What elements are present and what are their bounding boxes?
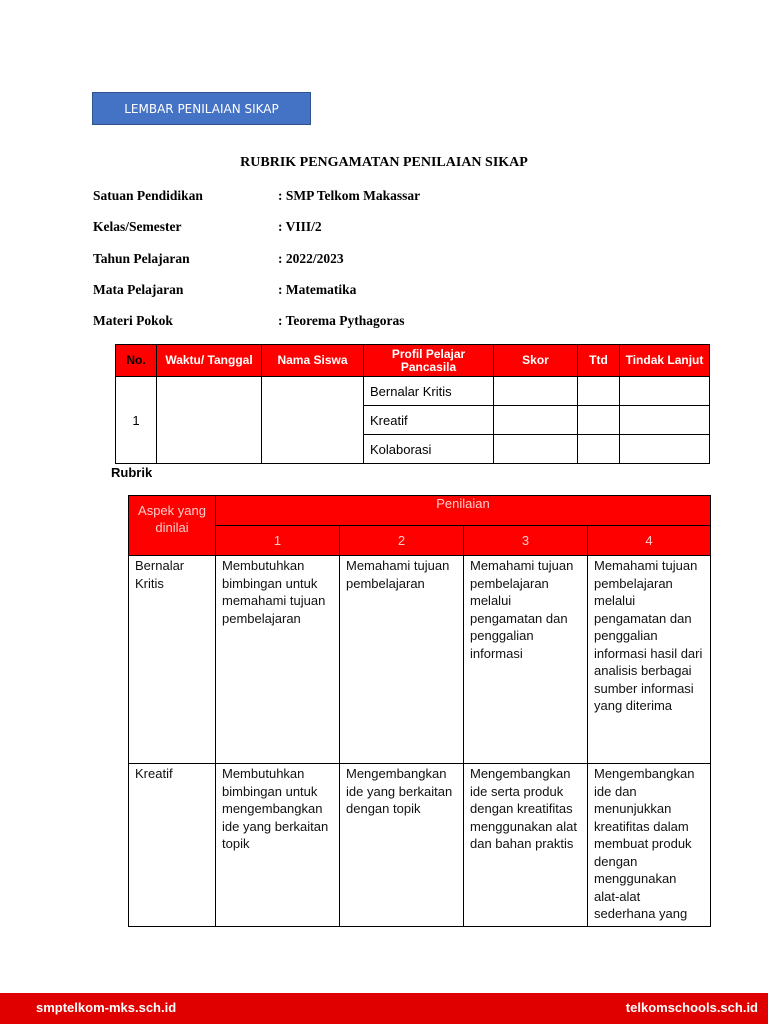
info-label: Tahun Pelajaran <box>93 251 190 266</box>
rubric-cell: Memahami tujuan pembelajaran melalui pengamatan dan penggalian informasi hasil dari analisis berbagai sumber informasi yang diterima <box>588 556 711 764</box>
aspect-cell: Kreatif <box>129 764 216 927</box>
skor-cell <box>494 377 578 406</box>
header-ttd: Ttd <box>578 345 620 377</box>
header-skor: Skor <box>494 345 578 377</box>
rubric-cell: Mengembangkan ide serta produk dengan kreatifitas menggunakan alat dan bahan praktis <box>464 764 588 927</box>
rubric-cell: Mengembangkan ide dan menunjukkan kreatifitas dalam membuat produk dengan menggunakan alat-alat sederhana yang <box>588 764 711 927</box>
rubric-table <box>128 495 711 927</box>
tindak-cell <box>620 435 710 464</box>
score-3: 3 <box>464 526 588 556</box>
info-label: Materi Pokok <box>93 313 173 328</box>
tindak-cell <box>620 377 710 406</box>
nama-cell <box>262 377 364 464</box>
table-row <box>129 764 711 927</box>
profile-cell: Kolaborasi <box>364 435 494 464</box>
info-value: : Matematika <box>278 282 357 297</box>
ttd-cell <box>578 435 620 464</box>
info-value: : Teorema Pythagoras <box>278 313 405 328</box>
aspect-cell: Bernalar Kritis <box>129 556 216 764</box>
section-banner: LEMBAR PENILAIAN SIKAP <box>92 92 311 125</box>
page-title: RUBRIK PENGAMATAN PENILAIAN SIKAP <box>240 155 528 170</box>
info-label: Mata Pelajaran <box>93 282 184 297</box>
rubrik-label: Rubrik <box>111 465 153 480</box>
ttd-cell <box>578 377 620 406</box>
rubric-cell: Memahami tujuan pembelajaran <box>340 556 464 764</box>
score-2: 2 <box>340 526 464 556</box>
info-value: : SMP Telkom Makassar <box>278 188 421 203</box>
waktu-cell <box>157 377 262 464</box>
score-4: 4 <box>588 526 711 556</box>
tindak-cell <box>620 406 710 435</box>
header-nama: Nama Siswa <box>262 345 364 377</box>
row-number: 1 <box>116 377 157 464</box>
rubric-score-row <box>129 526 711 556</box>
rubric-cell: Membutuhkan bimbingan untuk mengembangkan ide yang berkaitan topik <box>216 764 340 927</box>
info-value: : 2022/2023 <box>278 251 344 266</box>
info-label: Satuan Pendidikan <box>93 188 203 203</box>
table-row <box>129 556 711 764</box>
table-header-row <box>116 345 710 377</box>
skor-cell <box>494 435 578 464</box>
table-row <box>116 377 710 406</box>
footer-bar <box>0 993 768 1024</box>
header-no: No. <box>116 345 157 377</box>
ttd-cell <box>578 406 620 435</box>
skor-cell <box>494 406 578 435</box>
footer-link-right[interactable]: telkomschools.sch.id <box>625 1000 758 1015</box>
profile-cell: Bernalar Kritis <box>364 377 494 406</box>
info-value: : VIII/2 <box>278 219 322 234</box>
header-profil: Profil Pelajar Pancasila <box>364 345 494 377</box>
header-waktu: Waktu/ Tanggal <box>157 345 262 377</box>
rubric-cell: Memahami tujuan pembelajaran melalui pengamatan dan penggalian informasi <box>464 556 588 764</box>
score-header: Penilaian <box>216 496 711 526</box>
rubric-cell: Mengembangkan ide yang berkaitan dengan topik <box>340 764 464 927</box>
footer-link-left[interactable]: smptelkom-mks.sch.id <box>36 1000 177 1015</box>
info-label: Kelas/Semester <box>93 219 182 234</box>
assessment-table <box>115 344 710 464</box>
rubric-header-row <box>129 496 711 526</box>
profile-cell: Kreatif <box>364 406 494 435</box>
aspect-header: Aspek yang dinilai <box>129 496 216 556</box>
rubric-cell: Membutuhkan bimbingan untuk memahami tujuan pembelajaran <box>216 556 340 764</box>
header-tindak: Tindak Lanjut <box>620 345 710 377</box>
score-1: 1 <box>216 526 340 556</box>
